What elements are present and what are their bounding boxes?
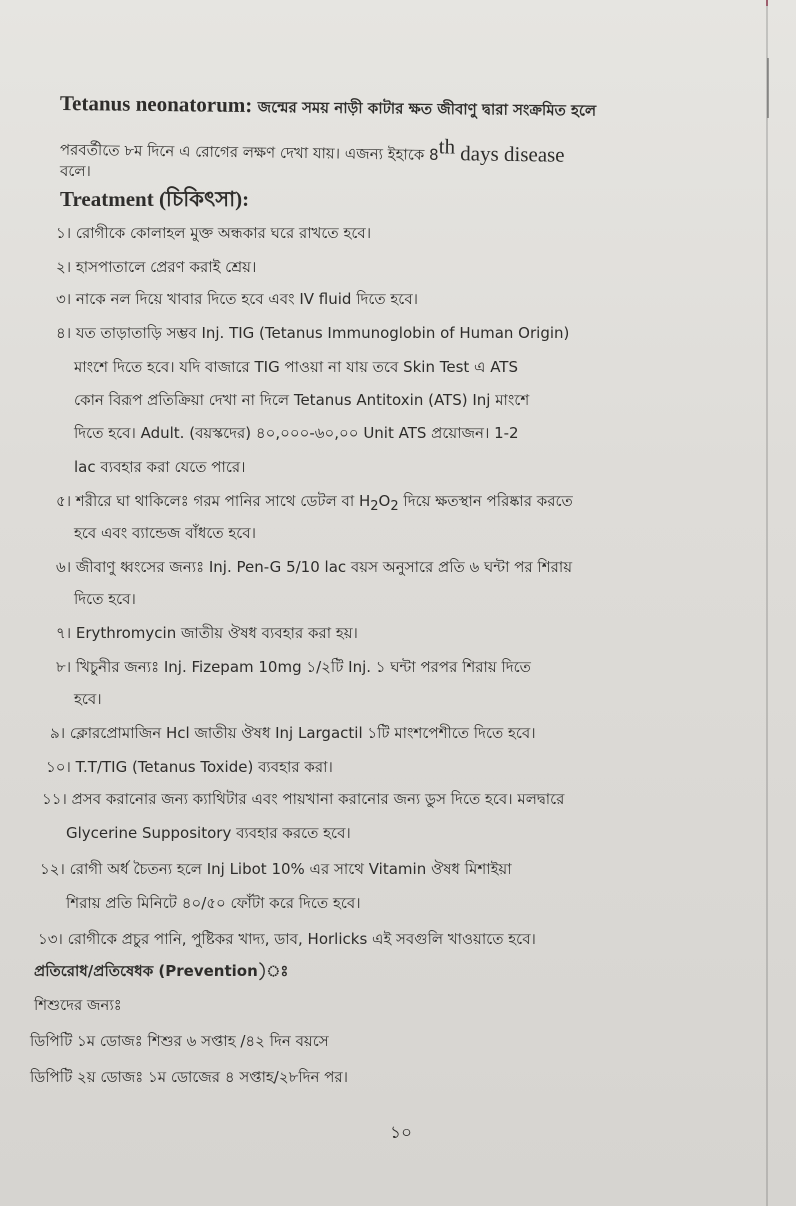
- treatment-item: কোন বিরূপ প্রতিক্রিয়া দেখা না দিলে Tetanus Antitoxin (ATS) Inj মাংশে: [74, 391, 530, 409]
- page-number: ১০: [390, 1123, 413, 1143]
- treatment-item: দিতে হবে।: [74, 590, 136, 608]
- subscript: 2: [390, 499, 399, 514]
- treatment-item: ৪। যত তাড়াতাড়ি সম্ভব Inj. TIG (Tetanus Immunoglobin of Human Origin): [56, 324, 570, 342]
- treatment-item: মাংশে দিতে হবে। যদি বাজারে TIG পাওয়া না যায় তবে Skin Test এ ATS: [74, 358, 518, 376]
- intro-line-1: [60, 92, 596, 122]
- treatment-item: ১২। রোগী অর্ধ চৈতন্য হলে Inj Libot 10% এর সাথে Vitamin ঔষধ মিশাইয়া: [40, 860, 512, 878]
- subscript: 2: [370, 499, 379, 514]
- treatment-item: দিতে হবে। Adult. (বয়স্কদের) ৪০,০০০-৬০,০০ Unit ATS প্রয়োজন। 1-2: [74, 424, 519, 442]
- intro-title: Tetanus neonatorum:: [59, 91, 253, 118]
- text: ৫। শরীরে ঘা থাকিলেঃ গরম পানির সাথে ডেটল বা H: [56, 492, 371, 510]
- treatment-item: ১১। প্রসব করানোর জন্য ক্যাথিটার এবং পায়খানা করানোর জন্য ডুস দিতে হবে। মলদ্বারে: [42, 790, 565, 808]
- prevention-subheading: শিশুদের জন্যঃ: [34, 996, 122, 1014]
- treatment-item: ৩। নাকে নল দিয়ে খাবার দিতে হবে এবং IV fluid দিতে হবে।: [56, 290, 419, 308]
- page-fold-mark: [767, 58, 769, 118]
- treatment-item: হবে এবং ব্যান্ডেজ বাঁধতে হবে।: [74, 524, 257, 542]
- prevention-item: ডিপিটি ১ম ডোজঃ শিশুর ৬ সপ্তাহ /৪২ দিন বয়সে: [30, 1032, 329, 1050]
- treatment-item: lac ব্যবহার করা যেতে পারে।: [74, 458, 246, 476]
- prevention-heading: প্রতিরোধ/প্রতিষেধক (Prevention)ঃ: [34, 962, 289, 980]
- intro-line-2: [60, 130, 565, 168]
- treatment-item: শিরায় প্রতি মিনিটে ৪০/৫০ ফোঁটা করে দিতে হবে।: [66, 894, 361, 912]
- superscript: th: [438, 134, 456, 159]
- treatment-item: হবে।: [74, 690, 102, 708]
- treatment-item: ১০। T.T/TIG (Tetanus Toxide) ব্যবহার করা।: [46, 758, 333, 776]
- text: দিয়ে ক্ষতস্থান পরিষ্কার করতে: [398, 492, 573, 510]
- intro-text: days disease: [454, 141, 565, 167]
- treatment-item: Glycerine Suppository ব্যবহার করতে হবে।: [66, 824, 351, 842]
- treatment-item: ৭। Erythromycin জাতীয় ঔষধ ব্যবহার করা হয়।: [56, 624, 358, 642]
- treatment-item: ৯। ক্লোরপ্রোমাজিন Hcl জাতীয় ঔষধ Inj Largactil ১টি মাংশপেশীতে দিতে হবে।: [50, 724, 536, 742]
- treatment-item-5: [56, 490, 573, 518]
- treatment-item: ১৩। রোগীকে প্রচুর পানি, পুষ্টিকর খাদ্য, ডাব, Horlicks এই সবগুলি খাওয়াতে হবে।: [38, 930, 536, 948]
- text: O: [378, 492, 391, 510]
- intro-text: পরবর্তীতে ৮ম দিনে এ রোগের লক্ষণ দেখা যায়। এজন্য ইহাকে 8: [59, 140, 439, 164]
- treatment-item: ৬। জীবাণু ধ্বংসের জন্যঃ Inj. Pen-G 5/10 lac বয়স অনুসারে প্রতি ৬ ঘন্টা পর শিরায়: [56, 558, 573, 576]
- page-fold-shadow: [766, 0, 768, 1206]
- prevention-item: ডিপিটি ২য় ডোজঃ ১ম ডোজের ৪ সপ্তাহ/২৮দিন পর।: [30, 1068, 349, 1086]
- intro-text: জন্মের সময় নাড়ী কাটার ক্ষত জীবাণু দ্বারা সংক্রমিত হলে: [257, 98, 597, 120]
- treatment-item: ২। হাসপাতালে প্রেরণ করাই শ্রেয়।: [56, 258, 257, 276]
- treatment-item: ৮। খিচুনীর জন্যঃ Inj. Fizepam 10mg ১/২টি Inj. ১ ঘন্টা পরপর শিরায় দিতে: [56, 658, 531, 676]
- treatment-item: ১। রোগীকে কোলাহল মুক্ত অন্ধকার ঘরে রাখতে হবে।: [56, 224, 372, 242]
- intro-line-3: বলে।: [60, 162, 91, 180]
- treatment-heading: Treatment (চিকিৎসা):: [60, 187, 250, 211]
